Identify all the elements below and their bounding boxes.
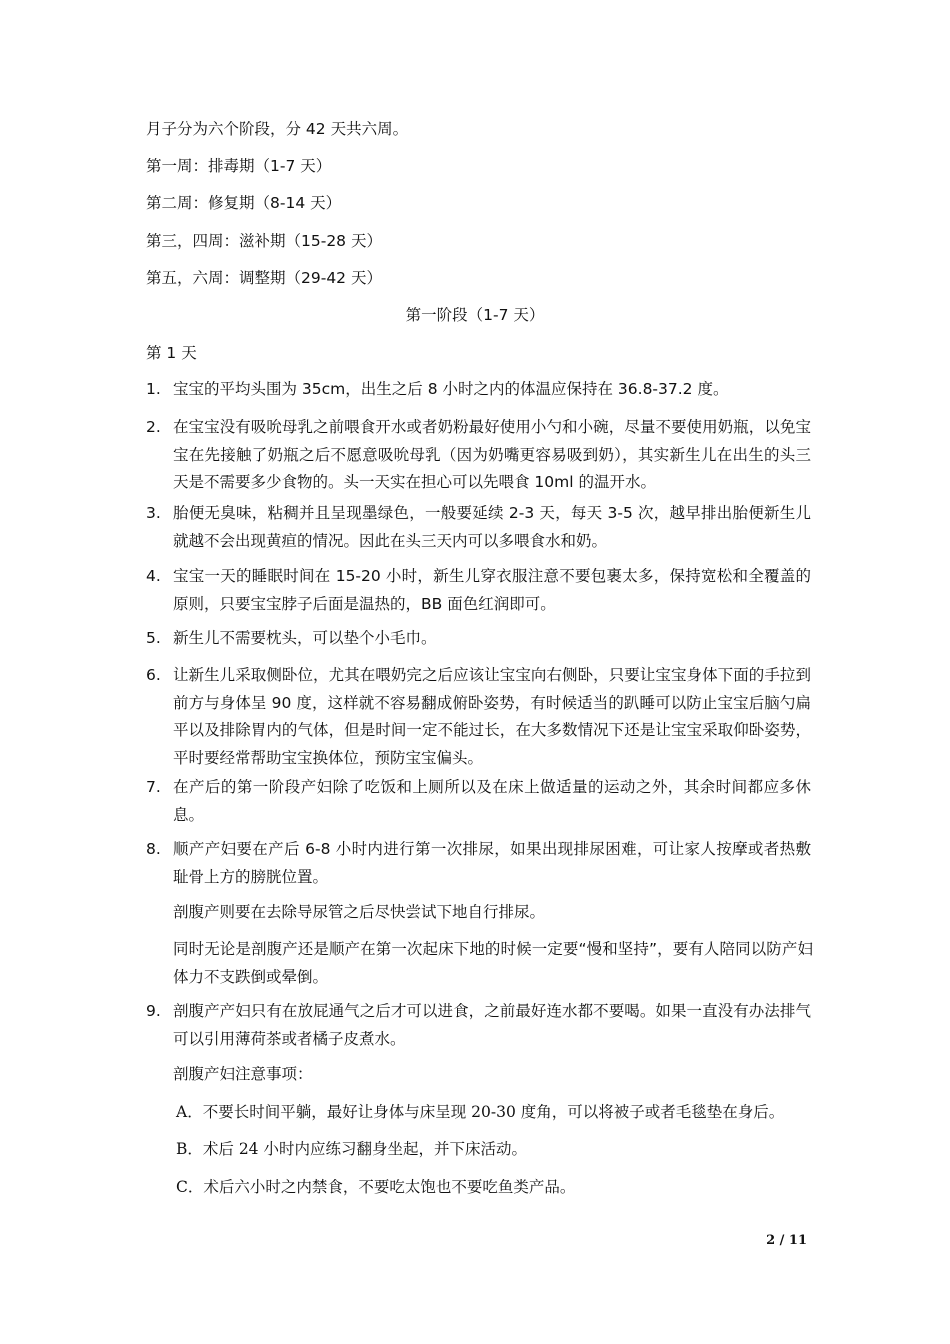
sub-item: [176, 1102, 784, 1122]
list-item: [146, 414, 811, 497]
sub-item-label: C．: [176, 1178, 204, 1196]
sub-item-text: 术后六小时之内禁食，不要吃太饱也不要吃鱼类产品。: [203, 1178, 576, 1196]
list-item-number: 9.: [146, 1002, 161, 1020]
list-item-number: 7.: [146, 778, 161, 796]
page-number: 2 / 11: [766, 1233, 807, 1248]
item9-subtitle: 剖腹产妇注意事项：: [173, 1065, 313, 1083]
list-item-text: 顺产产妇要在产后 6-8 小时内进行第一次排尿，如果出现排尿困难，可让家人按摩或者热敷耻骨上方的膀胱位置。: [173, 840, 811, 886]
intro-line-week1: 第一周：排毒期（1-7 天）: [146, 157, 332, 175]
list-item: [146, 376, 811, 404]
list-item-text: 胎便无臭味，粘稠并且呈现墨绿色，一般要延续 2-3 天，每天 3-5 次，越早排出胎便新生儿就越不会出现黄疸的情况。因此在头三天内可以多喂食水和奶。: [173, 504, 811, 550]
list-item-text: 新生儿不需要枕头，可以垫个小毛巾。: [173, 629, 437, 647]
sub-item-text: 不要长时间平躺，最好让身体与床呈现 20-30 度角，可以将被子或者毛毯垫在身后。: [202, 1103, 785, 1121]
list-item: [146, 836, 811, 891]
list-item: [146, 625, 811, 653]
intro-line-overview: 月子分为六个阶段，分 42 天共六周。: [146, 120, 409, 138]
list-item: [146, 774, 811, 829]
list-item-number: 3.: [146, 504, 161, 522]
day-title: 第 1 天: [146, 344, 197, 362]
list-item-text: 在宝宝没有吸吮母乳之前喂食开水或者奶粉最好使用小勺和小碗，尽量不要使用奶瓶，以免宝宝在先接触了奶瓶之后不愿意吸吮母乳（因为奶嘴更容易吸到奶），其实新生儿在出生的头三天是不需要多少食物的。头一天实在担心可以先喂食 10ml 的温开水。: [173, 418, 811, 491]
list-item-number: 6.: [146, 666, 161, 684]
sub-item-label: A．: [176, 1103, 203, 1121]
sub-item-text: 术后 24 小时内应练习翻身坐起，并下床活动。: [202, 1140, 527, 1158]
list-item-number: 8.: [146, 840, 161, 858]
list-item-text: 剖腹产产妇只有在放屁通气之后才可以进食，之前最好连水都不要喝。如果一直没有办法排气可以引用薄荷茶或者橘子皮煮水。: [173, 1002, 811, 1048]
list-item-text: 宝宝一天的睡眠时间在 15-20 小时，新生儿穿衣服注意不要包裹太多，保持宽松和全覆盖的原则，只要宝宝脖子后面是温热的，BB 面色红润即可。: [173, 567, 811, 613]
list-item-number: 2.: [146, 418, 161, 436]
intro-line-week5-6: 第五，六周：调整期（29-42 天）: [146, 269, 382, 287]
list-item-number: 4.: [146, 567, 161, 585]
sub-item: [176, 1177, 575, 1197]
intro-line-week2: 第二周：修复期（8-14 天）: [146, 194, 342, 212]
section-title: 第一阶段（1-7 天）: [405, 306, 545, 324]
list-item: [146, 500, 811, 555]
list-item-text: 宝宝的平均头围为 35cm，出生之后 8 小时之内的体温应保持在 36.8-37.2 度。: [173, 380, 729, 398]
list-item: [146, 998, 811, 1053]
sub-item-label: B．: [176, 1140, 203, 1158]
list-item-text: 让新生儿采取侧卧位，尤其在喂奶完之后应该让宝宝向右侧卧，只要让宝宝身体下面的手拉到前方与身体呈 90 度，这样就不容易翻成俯卧姿势，有时候适当的趴睡可以防止宝宝后脑勺扁平以及排除胃内的气体，但是时间一定不能过长，在大多数情况下还是让宝宝采取仰卧姿势，平时要经常帮助宝宝换体位，预防宝宝偏头。: [173, 666, 811, 767]
intro-line-week3-4: 第三，四周：滋补期（15-28 天）: [146, 232, 382, 250]
sub-item: [176, 1139, 527, 1159]
list-item: [146, 563, 811, 618]
list-item-number: 5.: [146, 629, 161, 647]
item8-paragraph-cesarean: 剖腹产则要在去除导尿管之后尽快尝试下地自行排尿。: [173, 903, 546, 921]
list-item: [146, 662, 811, 772]
list-item-number: 1.: [146, 380, 161, 398]
item8-paragraph-caution: 同时无论是剖腹产还是顺产在第一次起床下地的时候一定要“慢和坚持”，要有人陪同以防产妇体力不支跌倒或晕倒。: [173, 940, 813, 986]
list-item-text: 在产后的第一阶段产妇除了吃饭和上厕所以及在床上做适量的运动之外，其余时间都应多休息。: [173, 778, 811, 824]
